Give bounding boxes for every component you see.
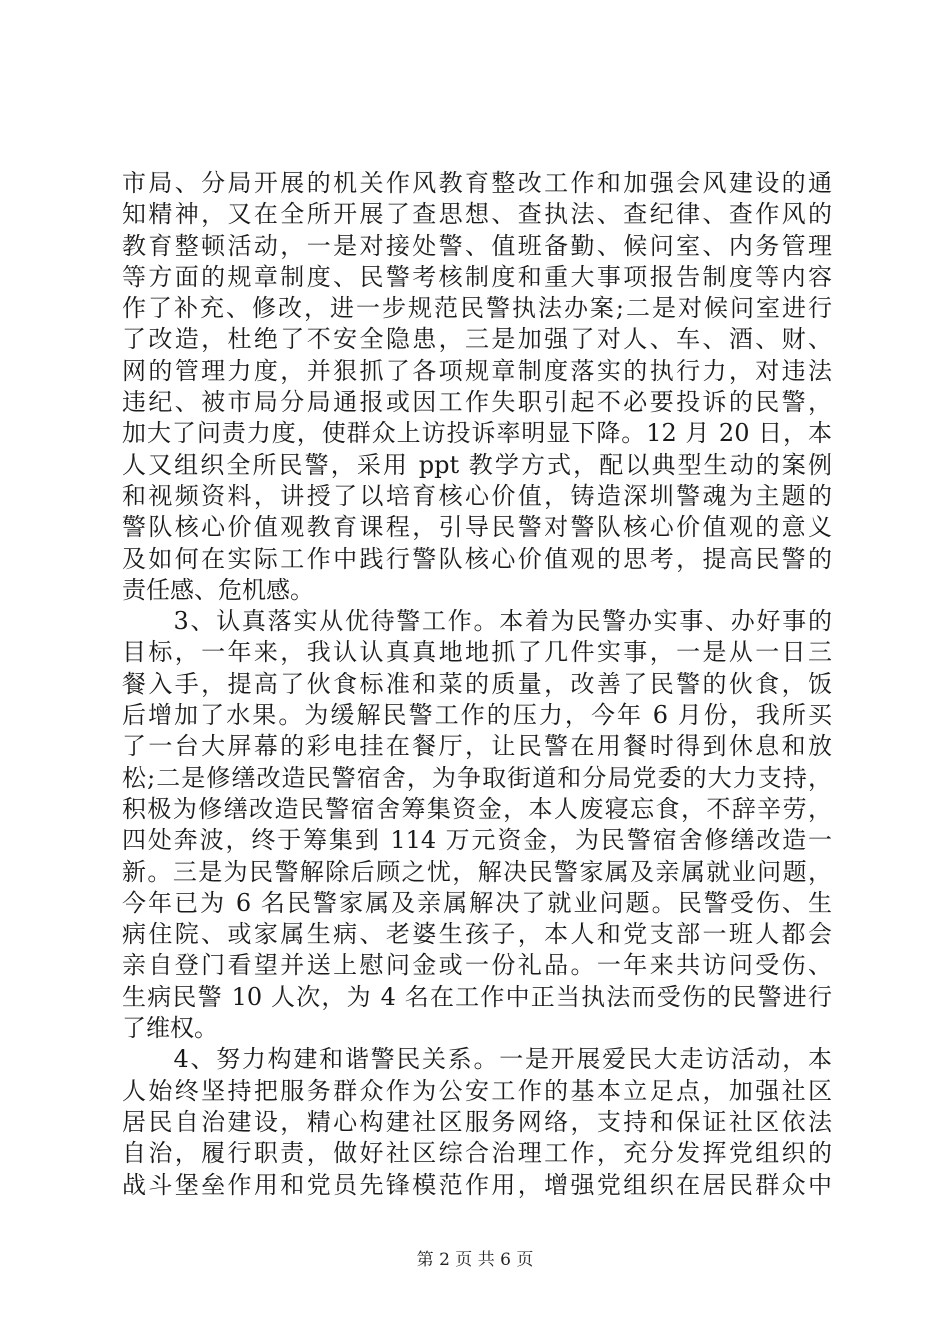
text-line: 3、认真落实从优待警工作。本着为民警办实事、办好事的 <box>122 607 832 636</box>
text-line: 了改造，杜绝了不安全隐患，三是加强了对人、车、酒、财、 <box>122 325 832 354</box>
text-line: 后增加了水果。为缓解民警工作的压力，今年 6 月份，我所买 <box>122 701 832 730</box>
text-line: 新。三是为民警解除后顾之忧，解决民警家属及亲属就业问题， <box>122 857 832 886</box>
text-line: 和视频资料，讲授了以培育核心价值，铸造深圳警魂为主题的 <box>122 481 832 510</box>
text-line: 餐入手，提高了伙食标准和菜的质量，改善了民警的伙食，饭 <box>122 669 832 698</box>
text-line: 今年已为 6 名民警家属及亲属解决了就业问题。民警受伤、生 <box>122 888 832 917</box>
text-line: 四处奔波，终于筹集到 114 万元资金，为民警宿舍修缮改造一 <box>122 826 832 855</box>
text-line: 病住院、或家属生病、老婆生孩子，本人和党支部一班人都会 <box>122 920 832 949</box>
text-line: 人又组织全所民警，采用 ppt 教学方式，配以典型生动的案例 <box>122 450 832 479</box>
text-line: 亲自登门看望并送上慰问金或一份礼品。一年来共访问受伤、 <box>122 951 832 980</box>
text-line: 松;二是修缮改造民警宿舍，为争取街道和分局党委的大力支持， <box>122 763 832 792</box>
text-line: 网的管理力度，并狠抓了各项规章制度落实的执行力，对违法 <box>122 356 832 385</box>
text-line: 市局、分局开展的机关作风教育整改工作和加强会风建设的通 <box>122 169 832 197</box>
text-line: 警队核心价值观教育课程，引导民警对警队核心价值观的意义 <box>122 513 832 542</box>
text-line: 居民自治建设，精心构建社区服务网络，支持和保证社区依法 <box>122 1107 832 1136</box>
text-line: 人始终坚持把服务群众作为公安工作的基本立足点，加强社区 <box>122 1076 832 1105</box>
text-line: 自治，履行职责，做好社区综合治理工作，充分发挥党组织的 <box>122 1139 832 1168</box>
text-line: 积极为修缮改造民警宿舍筹集资金，本人废寝忘食，不辞辛劳， <box>122 794 832 823</box>
body-text <box>122 168 832 1201</box>
text-line: 加大了问责力度，使群众上访投诉率明显下降。12 月 20 日，本 <box>122 419 832 448</box>
text-line: 教育整顿活动，一是对接处警、值班备勤、候问室、内务管理 <box>122 231 832 260</box>
text-line: 作了补充、修改，进一步规范民警执法办案;二是对候问室进行 <box>122 294 832 323</box>
text-line: 了一台大屏幕的彩电挂在餐厅，让民警在用餐时得到休息和放 <box>122 732 832 761</box>
text-line: 等方面的规章制度、民警考核制度和重大事项报告制度等内容 <box>122 262 832 291</box>
text-line: 战斗堡垒作用和党员先锋模范作用，增强党组织在居民群众中 <box>122 1170 832 1199</box>
text-line: 4、努力构建和谐警民关系。一是开展爱民大走访活动，本 <box>122 1045 832 1074</box>
text-line: 了维权。 <box>122 1014 218 1043</box>
text-line: 及如何在实际工作中践行警队核心价值观的思考，提高民警的 <box>122 544 832 573</box>
text-line: 目标，一年来，我认认真真地地抓了几件实事，一是从一日三 <box>122 638 832 667</box>
text-line: 违纪、被市局分局通报或因工作失职引起不必要投诉的民警， <box>122 388 832 417</box>
text-line: 责任感、危机感。 <box>122 575 314 604</box>
page-number-footer: 第 2 页 共 6 页 <box>416 1250 534 1270</box>
text-line: 生病民警 10 人次，为 4 名在工作中正当执法而受伤的民警进行 <box>122 982 832 1011</box>
text-line: 知精神，又在全所开展了查思想、查执法、查纪律、查作风的 <box>122 200 832 229</box>
